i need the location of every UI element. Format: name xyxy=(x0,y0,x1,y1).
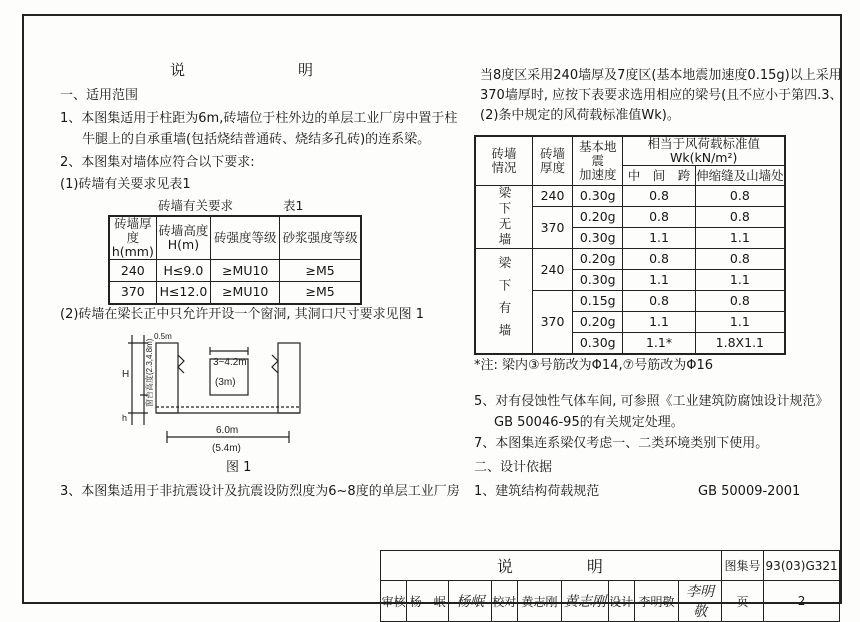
figure-1-caption: 图 1 xyxy=(226,460,252,475)
table-row: 370 0.15g 0.8 0.8 xyxy=(475,291,785,312)
item-7: 7、本图集连系梁仅考虑一、二类环境类别下使用。 xyxy=(474,436,769,451)
title-block-check-label: 校对 xyxy=(491,581,517,622)
table-1-caption: 砖墙有关要求 表1 xyxy=(158,198,304,213)
table-2-header-end-span: 伸缩缝及山墙处 xyxy=(695,166,785,186)
table-2-header-wind: 相当于风荷载标准值Wk(kN/m²) xyxy=(623,136,785,166)
figure-1-top-label: 0.5m xyxy=(154,332,172,341)
table-row: 240 H≤9.0 ≥MU10 ≥M5 xyxy=(109,260,361,282)
table-1-header-mortar-grade: 砂浆强度等级 xyxy=(280,216,361,260)
item-1-line-1: 1、本图集适用于柱距为6m,砖墙位于柱外边的单层工业厂房中置于柱 xyxy=(60,111,458,126)
title-block-title: 说 明 xyxy=(381,551,722,581)
figure-1-side-label: 窗台高度(2.3,4.8m) xyxy=(145,338,154,407)
figure-1-total-alt-label: (5.4m) xyxy=(212,443,241,454)
figure-1-H-label: H xyxy=(122,369,130,380)
table-row: 0.30g 1.1* 1.8X1.1 xyxy=(475,333,785,354)
title-block-review-name: 杨 岷 xyxy=(406,581,448,622)
section-1-heading: 一、适用范围 xyxy=(60,88,139,103)
table-2-header-acceleration: 基本地震 加速度 xyxy=(573,136,623,186)
table-2 xyxy=(474,135,786,355)
title-block-design-signature: 李明敬 xyxy=(679,581,721,622)
item-2-sub-2: (2)砖墙在梁长正中只允许开设一个窗洞, 其洞口尺寸要求见图 1 xyxy=(60,307,425,322)
table-2-group-with-wall: 梁下有墙 xyxy=(475,249,533,354)
title-block-design-label: 设计 xyxy=(608,581,634,622)
item-1-line-2: 牛腿上的自承重墙(包括烧结普通砖、烧结多孔砖)的连系梁。 xyxy=(82,132,431,147)
figure-1-span-alt-label: (3m) xyxy=(215,377,236,388)
table-2-note: *注: 梁内③号筋改为Φ14,⑦号筋改为Φ16 xyxy=(474,358,714,373)
title-block-review-label: 审核 xyxy=(381,581,407,622)
table-row: 370 0.20g 0.8 0.8 xyxy=(475,207,785,228)
item-3: 3、本图集适用于非抗震设计及抗震设防烈度为6~8度的单层工业厂房 xyxy=(60,484,460,499)
continuation-line-3: (2)条中规定的风荷载标准值Wk)。 xyxy=(480,108,680,123)
table-row: 梁下有墙 240 0.20g 0.8 0.8 xyxy=(475,249,785,270)
table-1-header-height: 砖墙高度 H(m) xyxy=(156,216,211,260)
table-2-header-mid-span: 中 间 跨 xyxy=(623,166,695,186)
table-row: 0.30g 1.1 1.1 xyxy=(475,270,785,291)
item-5-line-1: 5、对有侵蚀性气体车间, 可参照《工业建筑防腐蚀设计规范》 xyxy=(474,394,829,409)
page-title: 说 明 xyxy=(170,61,315,79)
table-row: 370 H≤12.0 ≥MU10 ≥M5 xyxy=(109,282,361,304)
title-block-page-number: 2 xyxy=(764,581,840,622)
table-1-header-thickness: 砖墙厚度 h(mm) xyxy=(109,216,156,260)
table-1 xyxy=(108,215,362,305)
table-2-header-thickness: 砖墙 厚度 xyxy=(533,136,573,186)
table-row: 梁下无墙 240 0.30g 0.8 0.8 xyxy=(475,186,785,207)
figure-1-total-label: 6.0m xyxy=(216,425,239,436)
title-block-page-label: 页 xyxy=(721,581,763,622)
item-2-sub-1: (1)砖墙有关要求见表1 xyxy=(60,177,191,192)
title-block-check-signature: 黄志刚 xyxy=(562,581,609,622)
continuation-line-1: 当8度区采用240墙厚及7度区(基本地震加速度0.15g)以上采用 xyxy=(480,68,842,83)
figure-1-wall-opening-diagram xyxy=(118,325,344,465)
title-block-check-name: 黄志刚 xyxy=(517,581,562,622)
title-block-review-signature: 杨岷 xyxy=(449,581,491,622)
section-2-heading: 二、设计依据 xyxy=(474,460,553,475)
reference-1-code: GB 50009-2001 xyxy=(698,484,801,499)
table-1-header-brick-grade: 砖强度等级 xyxy=(211,216,280,260)
reference-1-name: 1、建筑结构荷载规范 xyxy=(474,484,600,499)
figure-1-span-label: 3~4.2m xyxy=(213,357,247,368)
table-row: 0.20g 1.1 1.1 xyxy=(475,312,785,333)
title-block-atlas-label: 图集号 xyxy=(721,551,763,581)
figure-1-h-label: h xyxy=(122,413,128,423)
continuation-line-2: 370墙厚时, 应按下表要求选用相应的梁号(且不应小于第四.3、 xyxy=(480,88,843,103)
table-2-header-wall: 砖墙 情况 xyxy=(475,136,533,186)
item-2: 2、本图集对墙体应符合以下要求: xyxy=(60,155,255,170)
item-5-line-2: GB 50046-95的有关规定处理。 xyxy=(494,415,684,430)
table-row: 0.30g 1.1 1.1 xyxy=(475,228,785,249)
title-block-design-name: 李明敬 xyxy=(634,581,679,622)
title-block xyxy=(380,550,840,622)
title-block-atlas-number: 93(03)G321 xyxy=(764,551,840,581)
table-2-group-no-wall: 梁下无墙 xyxy=(475,186,533,249)
